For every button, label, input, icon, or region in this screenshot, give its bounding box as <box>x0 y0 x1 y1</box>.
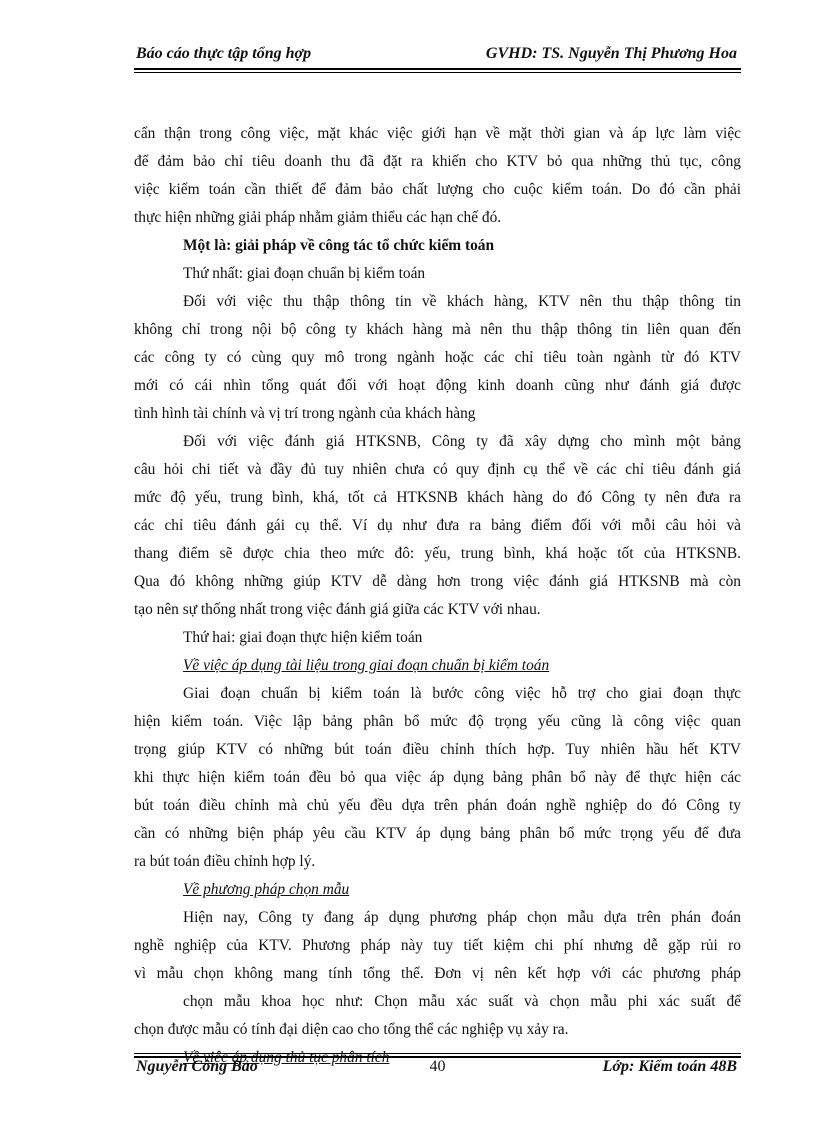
text-line: trọng giúp KTV có những bút toán điều chỉnh thích hợp. Tuy nhiên hầu hết KTV <box>134 741 741 758</box>
header-rule <box>134 68 741 70</box>
text-line: mới có cái nhìn tổng quát đối với hoạt động kinh doanh cũng như đánh giá được <box>134 377 741 394</box>
text-line: tạo nên sự thống nhất trong việc đánh giá giữa các KTV với nhau. <box>134 601 541 618</box>
text-line: không chỉ trong nội bộ công ty khách hàng mà nên thu thập thông tin liên quan đến <box>134 321 741 338</box>
subsection-heading: Thứ nhất: giai đoạn chuẩn bị kiểm toán <box>183 265 426 282</box>
page-footer <box>134 1058 741 1082</box>
text-line: thực hiện những giải pháp nhằm giảm thiểu các hạn chế đó. <box>134 209 502 226</box>
report-title: Báo cáo thực tập tổng hợp <box>136 45 312 62</box>
supervisor-name: GVHD: TS. Nguyễn Thị Phương Hoa <box>485 45 737 62</box>
text-line: các chỉ tiêu đánh gái cụ thể. Ví dụ như đưa ra bảng điểm đối với mỗi câu hỏi và <box>134 517 741 534</box>
text-line: cần có những biện pháp yêu cầu KTV áp dụng bảng phân bổ mức trọng yếu để đưa <box>134 825 741 842</box>
text-line: chọn mẫu khoa học như: Chọn mẫu xác suất và chọn mẫu phi xác suất để <box>183 993 741 1010</box>
text-line: hiện kiểm toán. Việc lập bảng phân bổ mức độ trọng yếu cũng là công việc quan <box>134 713 741 730</box>
footer-rule-thin <box>134 1053 741 1054</box>
text-line: cẩn thận trong công việc, mặt khác việc giới hạn về mặt thời gian và áp lực làm việc <box>134 125 741 142</box>
text-line: Đối với việc đánh giá HTKSNB, Công ty đã xây dựng cho mình một bảng <box>183 433 741 450</box>
text-line: tình hình tài chính và vị trí trong ngành của khách hàng <box>134 405 476 422</box>
text-line: chọn được mẫu có tính đại diện cao cho tổng thể các nghiệp vụ xảy ra. <box>134 1021 569 1038</box>
italic-heading: Về phương pháp chọn mẫu <box>183 881 350 898</box>
italic-heading: Về việc áp dụng thủ tục phân tích <box>183 1049 390 1066</box>
text-line: Qua đó không những giúp KTV dễ dàng hơn trong việc đánh giá HTKSNB mà còn <box>134 573 741 590</box>
text-line: Giai đoạn chuẩn bị kiểm toán là bước công việc hỗ trợ cho giai đoạn thực <box>183 685 741 702</box>
text-line: mức độ yếu, trung bình, khá, tốt cả HTKSNB khách hàng do đó Công ty nên đưa ra <box>134 489 741 506</box>
text-line: các công ty có cùng quy mô trong ngành hoặc các chỉ tiêu toàn ngành từ đó KTV <box>134 349 741 366</box>
author-name: Nguyễn Công Bảo <box>136 1058 258 1075</box>
text-line: Hiện nay, Công ty đang áp dụng phương pháp chọn mẫu dựa trên phán đoán <box>183 909 741 926</box>
class-name: Lớp: Kiểm toán 48B <box>602 1058 737 1075</box>
subsection-heading: Thứ hai: giai đoạn thực hiện kiểm toán <box>183 629 423 646</box>
page-number: 40 <box>429 1058 446 1075</box>
section-heading: Một là: giải pháp về công tác tổ chức kiểm toán <box>183 237 495 254</box>
text-line: Đối với việc thu thập thông tin về khách hàng, KTV nên thu thập thông tin <box>183 293 741 310</box>
text-line: vì mẫu chọn không mang tính tổng thể. Đơn vị nên kết hợp với các phương pháp <box>134 965 741 982</box>
text-line: nghề nghiệp của KTV. Phương pháp này tuy tiết kiệm chi phí nhưng dễ gặp rủi ro <box>134 937 741 954</box>
text-line: việc kiểm toán cần thiết để đảm bảo chất lượng cho cuộc kiểm toán. Do đó cần phải <box>134 181 741 198</box>
italic-heading: Về việc áp dụng tài liệu trong giai đoạn chuẩn bị kiểm toán <box>183 657 550 674</box>
page-header <box>134 42 741 66</box>
text-line: khi thực hiện kiểm toán đều bỏ qua việc áp dụng bảng phân bổ này để thực hiện các <box>134 769 741 786</box>
text-line: bút toán điều chỉnh mà chủ yếu đều dựa trên phán đoán nghề nghiệp do đó Công ty <box>134 797 741 814</box>
text-line: câu hỏi chi tiết và đầy đủ tuy nhiên chưa có quy định cụ thể về các chỉ tiêu đánh giá <box>134 461 741 478</box>
header-rule-thin <box>134 72 741 73</box>
text-line: để đảm bảo chỉ tiêu doanh thu đã đặt ra khiến cho KTV bỏ qua những thủ tục, công <box>134 153 741 170</box>
text-line: thang điểm sẽ được chia theo mức đô: yếu, trung bình, khá hoặc tốt của HTKSNB. <box>134 545 741 562</box>
text-line: ra bút toán điều chỉnh hợp lý. <box>134 853 316 870</box>
